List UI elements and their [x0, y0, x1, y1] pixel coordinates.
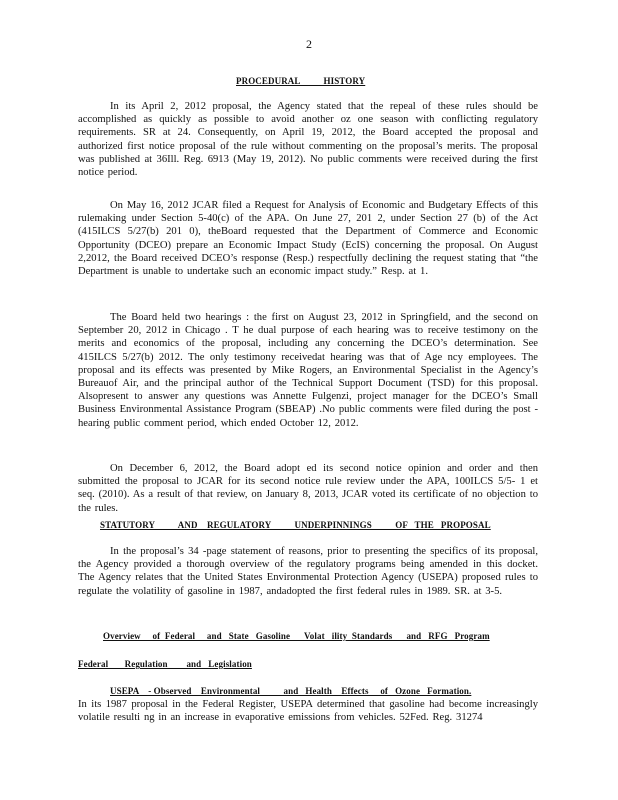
- paragraph-april-proposal: In its April 2, 2012 proposal, the Agency stated that the repeal of these rules should be accomplished as quickly as possible to avoid another oz one season with conflicting regulatory requirements. SR at 24. Consequently, on April 19, 2012, the Board accepted the proposal and authorized first notice proposal of the rule without commenting on the proposal’s merits. The proposal was published at 36Ill. Reg. 6913 (May 19, 2012). No public comments were received during the first notice period.: [78, 101, 538, 179]
- heading-statutory-underpinnings: STATUTORY AND REGULATORY UNDERPINNINGS OF THE PROPOSAL: [100, 520, 491, 530]
- page-number: 2: [306, 37, 312, 51]
- paragraph-statement-of-reasons: In the proposal’s 34 -page statement of reasons, prior to presenting the specifics of its proposal, the Agency provided a thorough overview of the regulatory programs being amended in this docket. The Agency relates that the United States Environmental Protection Agency (USEPA) proposed rules to regulate the volatility of gasoline in 1987, andadopted the first federal rules in 1989. SR. at 3-5.: [78, 546, 538, 597]
- heading-procedural-history: PROCEDURAL HISTORY: [236, 76, 366, 86]
- heading-federal-regulation: Federal Regulation and Legislation: [78, 659, 252, 669]
- paragraph-second-notice: On December 6, 2012, the Board adopt ed its second notice opinion and order and then submitted the proposal to JCAR for its second notice rule review under the APA, 100ILCS 5/5- 1 et seq. (2010). As a result of that review, on January 8, 2013, JCAR voted its certificate of no objection to the rules.: [78, 463, 538, 514]
- heading-usepa-observed-effects: USEPA - Observed Environmental and Health Effects of Ozone Formation.: [110, 686, 472, 696]
- paragraph-hearings: The Board held two hearings : the first on August 23, 2012 in Springfield, and the second on September 20, 2012 in Chicago . T he dual purpose of each hearing was to receive testimony on the merits and economics of the proposal, including any concerning the DCEO’s determination. See 415ILCS 5/27(b) 2012. The only testimony receivedat hearing was that of Age ncy employees. The proposal and its effects was presented by Mike Rogers, an Environmental Specialist in the Agency’s Bureauof Air, and the principal author of the Technical Support Document (TSD) for this proposal. Alsopresent to answer any questions was Annette Fulgenzi, project manager for the DCEO’s Small Business Environmental Assistance Program (SBEAP) .No public comments were filed during the post -hearing public comment period, which ended October 12, 2012.: [78, 312, 538, 429]
- heading-overview-gasoline-standards: Overview of Federal and State Gasoline Volat ility Standards and RFG Program: [103, 631, 490, 641]
- paragraph-usepa-1987: In its 1987 proposal in the Federal Register, USEPA determined that gasoline had become increasingly volatile resulti ng in an increase in evaporative emissions from vehicles. 52Fed. Reg. 31274: [78, 699, 538, 724]
- paragraph-jcar-request: On May 16, 2012 JCAR filed a Request for Analysis of Economic and Budgetary Effects of this rulemaking under Section 5-40(c) of the APA. On June 27, 201 2, under Section 27 (b) of the Act (415ILCS 5/27(b) 201 0), theBoard requested that the Department of Commerce and Economic Opportunity (DCEO) prepare an Economic Impact Study (EcIS) concerning the proposal. On August 2,2012, the Board received DCEO’s response (Resp.) respectfully declining the request stating that “the Department is unable to undertake such an economic impact study.” Resp. at 1.: [78, 200, 538, 278]
